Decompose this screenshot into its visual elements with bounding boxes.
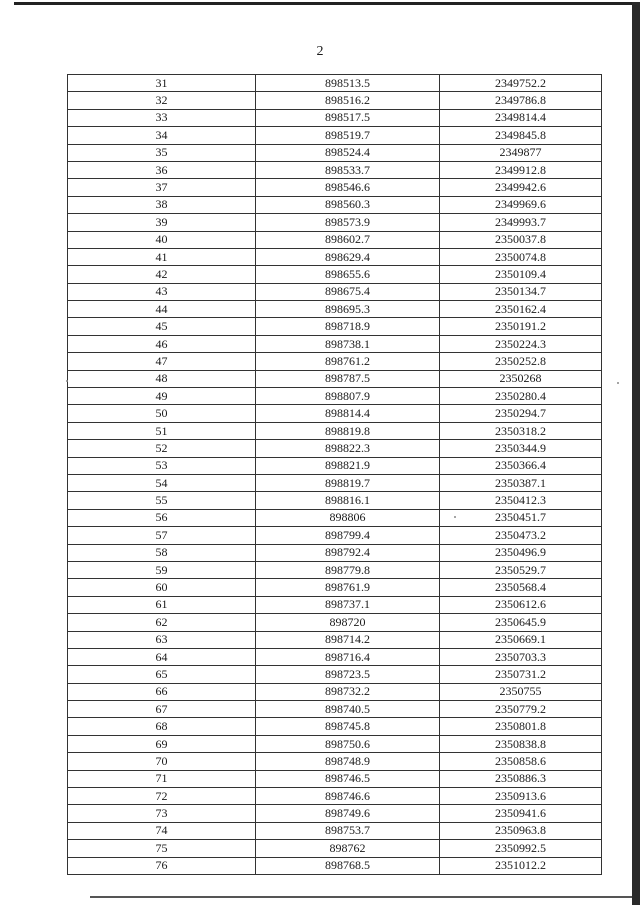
point-number-cell: 71: [68, 770, 256, 787]
scan-speck: [66, 380, 68, 382]
x-coordinate-cell: 898513.5: [256, 75, 440, 92]
y-coordinate-cell: 2350451.7: [440, 509, 602, 526]
point-number-cell: 39: [68, 214, 256, 231]
x-coordinate-cell: 898732.2: [256, 683, 440, 700]
x-coordinate-cell: 898745.8: [256, 718, 440, 735]
point-number-cell: 50: [68, 405, 256, 422]
x-coordinate-cell: 898779.8: [256, 561, 440, 578]
x-coordinate-cell: 898762: [256, 840, 440, 857]
x-coordinate-cell: 898560.3: [256, 196, 440, 213]
point-number-cell: 40: [68, 231, 256, 248]
point-number-cell: 73: [68, 805, 256, 822]
x-coordinate-cell: 898748.9: [256, 753, 440, 770]
table-row: [68, 683, 602, 700]
coordinates-table-body: [68, 75, 602, 875]
y-coordinate-cell: 2350645.9: [440, 614, 602, 631]
y-coordinate-cell: 2350318.2: [440, 422, 602, 439]
x-coordinate-cell: 898819.7: [256, 474, 440, 491]
y-coordinate-cell: 2349786.8: [440, 92, 602, 109]
table-row: [68, 509, 602, 526]
x-coordinate-cell: 898799.4: [256, 527, 440, 544]
point-number-cell: 34: [68, 127, 256, 144]
point-number-cell: 47: [68, 353, 256, 370]
table-row: [68, 440, 602, 457]
table-row: [68, 248, 602, 265]
x-coordinate-cell: 898761.2: [256, 353, 440, 370]
scan-edge-bottom: [90, 896, 632, 898]
y-coordinate-cell: 2350886.3: [440, 770, 602, 787]
table-row: [68, 457, 602, 474]
point-number-cell: 55: [68, 492, 256, 509]
y-coordinate-cell: 2349942.6: [440, 179, 602, 196]
y-coordinate-cell: 2350913.6: [440, 788, 602, 805]
table-row: [68, 579, 602, 596]
y-coordinate-cell: 2350252.8: [440, 353, 602, 370]
table-row: [68, 214, 602, 231]
table-row: [68, 405, 602, 422]
y-coordinate-cell: 2350703.3: [440, 648, 602, 665]
table-row: [68, 544, 602, 561]
y-coordinate-cell: 2350134.7: [440, 283, 602, 300]
x-coordinate-cell: 898675.4: [256, 283, 440, 300]
y-coordinate-cell: 2350037.8: [440, 231, 602, 248]
x-coordinate-cell: 898714.2: [256, 631, 440, 648]
y-coordinate-cell: 2350344.9: [440, 440, 602, 457]
y-coordinate-cell: 2350992.5: [440, 840, 602, 857]
y-coordinate-cell: 2350858.6: [440, 753, 602, 770]
table-row: [68, 422, 602, 439]
point-number-cell: 48: [68, 370, 256, 387]
point-number-cell: 63: [68, 631, 256, 648]
x-coordinate-cell: 898695.3: [256, 301, 440, 318]
scan-edge-top: [14, 2, 640, 5]
table-row: [68, 788, 602, 805]
table-row: [68, 196, 602, 213]
coordinates-table: [67, 74, 602, 875]
x-coordinate-cell: 898787.5: [256, 370, 440, 387]
x-coordinate-cell: 898749.6: [256, 805, 440, 822]
point-number-cell: 49: [68, 388, 256, 405]
table-row: [68, 474, 602, 491]
point-number-cell: 35: [68, 144, 256, 161]
scan-speck: [454, 516, 456, 518]
table-row: [68, 561, 602, 578]
y-coordinate-cell: 2350268: [440, 370, 602, 387]
y-coordinate-cell: 2350162.4: [440, 301, 602, 318]
point-number-cell: 45: [68, 318, 256, 335]
point-number-cell: 59: [68, 561, 256, 578]
table-row: [68, 388, 602, 405]
point-number-cell: 69: [68, 735, 256, 752]
y-coordinate-cell: 2350963.8: [440, 822, 602, 839]
point-number-cell: 64: [68, 648, 256, 665]
y-coordinate-cell: 2350224.3: [440, 335, 602, 352]
page-number: 2: [316, 44, 324, 59]
y-coordinate-cell: 2350294.7: [440, 405, 602, 422]
table-row: [68, 492, 602, 509]
table-row: [68, 718, 602, 735]
table-row: [68, 318, 602, 335]
scan-edge-right: [632, 2, 640, 905]
x-coordinate-cell: 898816.1: [256, 492, 440, 509]
y-coordinate-cell: 2350669.1: [440, 631, 602, 648]
table-row: [68, 666, 602, 683]
table-row: [68, 648, 602, 665]
point-number-cell: 60: [68, 579, 256, 596]
table-row: [68, 370, 602, 387]
y-coordinate-cell: 2350191.2: [440, 318, 602, 335]
x-coordinate-cell: 898573.9: [256, 214, 440, 231]
y-coordinate-cell: 2350473.2: [440, 527, 602, 544]
y-coordinate-cell: 2350801.8: [440, 718, 602, 735]
table-row: [68, 75, 602, 92]
y-coordinate-cell: 2350109.4: [440, 266, 602, 283]
table-row: [68, 353, 602, 370]
point-number-cell: 72: [68, 788, 256, 805]
x-coordinate-cell: 898740.5: [256, 701, 440, 718]
point-number-cell: 33: [68, 109, 256, 126]
y-coordinate-cell: 2349752.2: [440, 75, 602, 92]
y-coordinate-cell: 2350366.4: [440, 457, 602, 474]
point-number-cell: 75: [68, 840, 256, 857]
table-row: [68, 753, 602, 770]
table-row: [68, 335, 602, 352]
point-number-cell: 43: [68, 283, 256, 300]
point-number-cell: 56: [68, 509, 256, 526]
x-coordinate-cell: 898761.9: [256, 579, 440, 596]
y-coordinate-cell: 2349912.8: [440, 161, 602, 178]
point-number-cell: 54: [68, 474, 256, 491]
x-coordinate-cell: 898629.4: [256, 248, 440, 265]
point-number-cell: 41: [68, 248, 256, 265]
point-number-cell: 32: [68, 92, 256, 109]
x-coordinate-cell: 898806: [256, 509, 440, 526]
x-coordinate-cell: 898746.5: [256, 770, 440, 787]
x-coordinate-cell: 898519.7: [256, 127, 440, 144]
x-coordinate-cell: 898718.9: [256, 318, 440, 335]
table-row: [68, 231, 602, 248]
y-coordinate-cell: 2350612.6: [440, 596, 602, 613]
point-number-cell: 58: [68, 544, 256, 561]
x-coordinate-cell: 898807.9: [256, 388, 440, 405]
point-number-cell: 68: [68, 718, 256, 735]
y-coordinate-cell: 2349877: [440, 144, 602, 161]
y-coordinate-cell: 2350496.9: [440, 544, 602, 561]
y-coordinate-cell: 2350779.2: [440, 701, 602, 718]
x-coordinate-cell: 898738.1: [256, 335, 440, 352]
y-coordinate-cell: 2350568.4: [440, 579, 602, 596]
y-coordinate-cell: 2350387.1: [440, 474, 602, 491]
point-number-cell: 37: [68, 179, 256, 196]
table-row: [68, 266, 602, 283]
x-coordinate-cell: 898737.1: [256, 596, 440, 613]
x-coordinate-cell: 898822.3: [256, 440, 440, 457]
point-number-cell: 74: [68, 822, 256, 839]
y-coordinate-cell: 2350074.8: [440, 248, 602, 265]
y-coordinate-cell: 2350755: [440, 683, 602, 700]
table-row: [68, 161, 602, 178]
point-number-cell: 44: [68, 301, 256, 318]
point-number-cell: 62: [68, 614, 256, 631]
table-row: [68, 735, 602, 752]
y-coordinate-cell: 2350941.6: [440, 805, 602, 822]
y-coordinate-cell: 2350529.7: [440, 561, 602, 578]
point-number-cell: 70: [68, 753, 256, 770]
x-coordinate-cell: 898533.7: [256, 161, 440, 178]
x-coordinate-cell: 898524.4: [256, 144, 440, 161]
point-number-cell: 76: [68, 857, 256, 874]
table-row: [68, 179, 602, 196]
point-number-cell: 67: [68, 701, 256, 718]
x-coordinate-cell: 898546.6: [256, 179, 440, 196]
point-number-cell: 38: [68, 196, 256, 213]
x-coordinate-cell: 898720: [256, 614, 440, 631]
y-coordinate-cell: 2350731.2: [440, 666, 602, 683]
table-row: [68, 822, 602, 839]
table-row: [68, 857, 602, 874]
table-row: [68, 805, 602, 822]
table-row: [68, 840, 602, 857]
point-number-cell: 52: [68, 440, 256, 457]
y-coordinate-cell: 2349993.7: [440, 214, 602, 231]
point-number-cell: 61: [68, 596, 256, 613]
x-coordinate-cell: 898655.6: [256, 266, 440, 283]
point-number-cell: 57: [68, 527, 256, 544]
x-coordinate-cell: 898750.6: [256, 735, 440, 752]
table-row: [68, 144, 602, 161]
point-number-cell: 66: [68, 683, 256, 700]
point-number-cell: 51: [68, 422, 256, 439]
table-row: [68, 596, 602, 613]
x-coordinate-cell: 898723.5: [256, 666, 440, 683]
table-row: [68, 301, 602, 318]
scan-speck: [617, 382, 619, 384]
x-coordinate-cell: 898819.8: [256, 422, 440, 439]
table-row: [68, 701, 602, 718]
point-number-cell: 46: [68, 335, 256, 352]
y-coordinate-cell: 2350838.8: [440, 735, 602, 752]
x-coordinate-cell: 898746.6: [256, 788, 440, 805]
x-coordinate-cell: 898753.7: [256, 822, 440, 839]
y-coordinate-cell: 2349814.4: [440, 109, 602, 126]
x-coordinate-cell: 898768.5: [256, 857, 440, 874]
point-number-cell: 36: [68, 161, 256, 178]
point-number-cell: 53: [68, 457, 256, 474]
table-row: [68, 127, 602, 144]
point-number-cell: 65: [68, 666, 256, 683]
y-coordinate-cell: 2349845.8: [440, 127, 602, 144]
y-coordinate-cell: 2349969.6: [440, 196, 602, 213]
table-row: [68, 283, 602, 300]
y-coordinate-cell: 2351012.2: [440, 857, 602, 874]
x-coordinate-cell: 898516.2: [256, 92, 440, 109]
x-coordinate-cell: 898821.9: [256, 457, 440, 474]
x-coordinate-cell: 898602.7: [256, 231, 440, 248]
x-coordinate-cell: 898716.4: [256, 648, 440, 665]
point-number-cell: 42: [68, 266, 256, 283]
point-number-cell: 31: [68, 75, 256, 92]
x-coordinate-cell: 898792.4: [256, 544, 440, 561]
x-coordinate-cell: 898814.4: [256, 405, 440, 422]
table-row: [68, 631, 602, 648]
table-row: [68, 527, 602, 544]
y-coordinate-cell: 2350280.4: [440, 388, 602, 405]
table-row: [68, 770, 602, 787]
table-row: [68, 109, 602, 126]
x-coordinate-cell: 898517.5: [256, 109, 440, 126]
table-row: [68, 92, 602, 109]
table-row: [68, 614, 602, 631]
y-coordinate-cell: 2350412.3: [440, 492, 602, 509]
